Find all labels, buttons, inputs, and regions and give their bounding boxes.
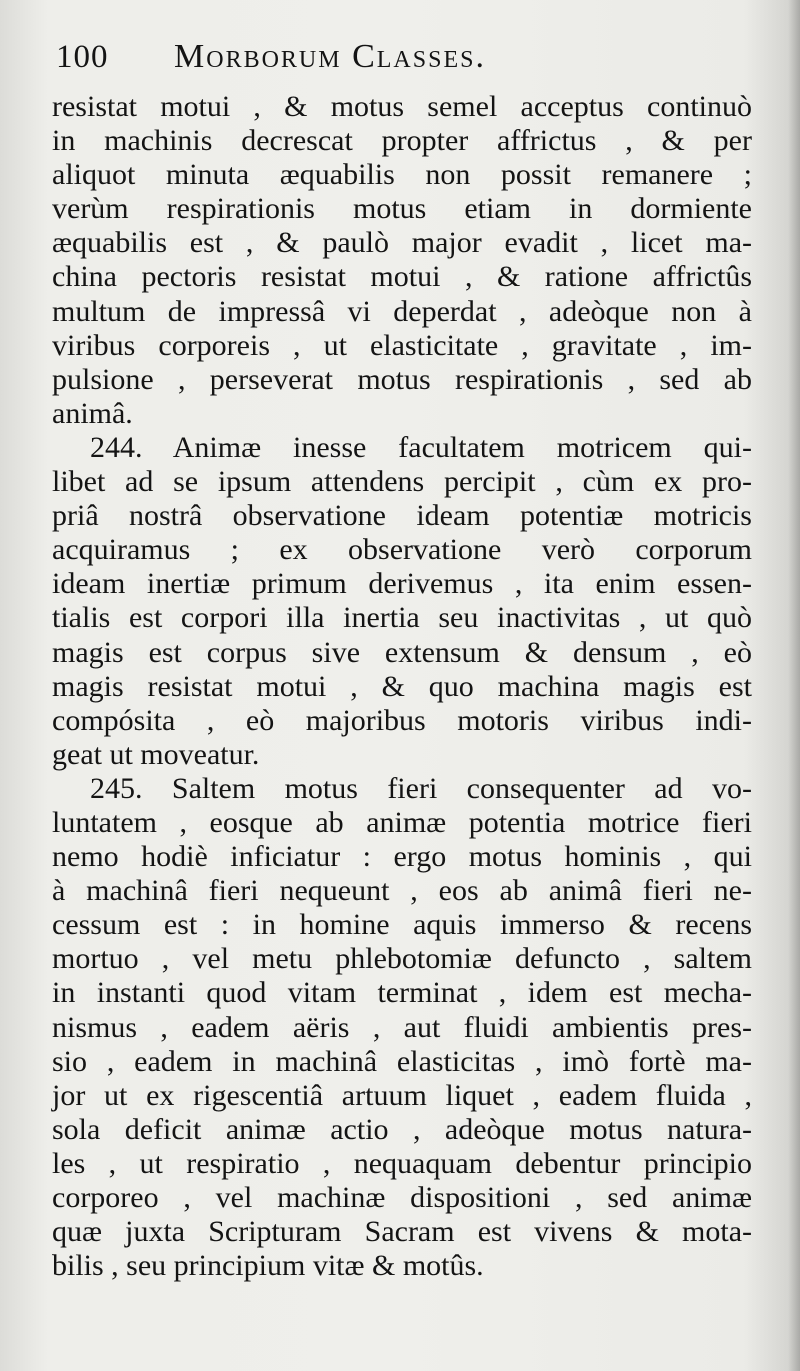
text-line: nismus , eadem aëris , aut fluidi ambientis pres-: [52, 1010, 752, 1044]
text-line: mortuo , vel metu phlebotomiæ defuncto , saltem: [52, 942, 752, 976]
text-line: æquabilis est , & paulò major evadit , licet ma-: [52, 226, 752, 260]
text-line: 245. Saltem motus fieri consequenter ad vo-: [90, 771, 752, 805]
text-line: corporeo , vel machinæ dispositioni , sed animæ: [52, 1181, 752, 1214]
text-line: 244. Animæ inesse facultatem motricem qui-: [90, 430, 752, 464]
text-line: verùm respirationis motus etiam in dormiente: [52, 192, 752, 226]
text-line: multum de impressâ vi deperdat , adeòque non à: [52, 294, 752, 328]
text-line: magis resistat motui , & quo machina magis est: [52, 669, 752, 703]
page-edge-shadow: [788, 0, 800, 1371]
text-line: les , ut respiratio , nequaquam debentur principio: [52, 1146, 752, 1180]
text-line: ideam inertiæ primum derivemus , ita enim essen-: [52, 567, 752, 601]
text-line: tialis est corpori illa inertia seu inactivitas , ut quò: [52, 601, 752, 635]
text-line: aliquot minuta æquabilis non possit remanere ;: [52, 158, 752, 192]
text-line: bilis , seu principium vitæ & motûs.: [52, 1249, 484, 1283]
text-line: priâ nostrâ observatione ideam potentiæ motricis: [52, 499, 752, 533]
text-line: libet ad se ipsum attendens percipit , cùm ex pro-: [52, 465, 752, 499]
text-line: luntatem , eosque ab animæ potentia motrice fieri: [52, 805, 752, 839]
text-line: cessum est : in homine aquis immerso & recens: [52, 908, 752, 942]
text-line: in machinis decrescat propter affrictus , & per: [52, 124, 752, 158]
text-block: [52, 38, 752, 1283]
text-line: nemo hodiè inficiatur : ergo motus hominis , qui: [52, 840, 752, 874]
page-number: 100: [56, 39, 109, 75]
text-line: acquiramus ; ex observatione verò corporum: [52, 533, 752, 567]
text-line: in instanti quod vitam terminat , idem est mecha-: [52, 976, 752, 1010]
text-line: resistat motui , & motus semel acceptus continuò: [52, 90, 752, 123]
running-title: Morborum Classes.: [174, 38, 486, 75]
text-line: magis est corpus sive extensum & densum , eò: [52, 635, 752, 669]
text-line: compósita , eò majoribus motoris viribus indi-: [52, 703, 752, 737]
text-line: pulsione , perseverat motus respirationis , sed ab: [52, 362, 752, 396]
text-line: sola deficit animæ actio , adeòque motus natura-: [52, 1112, 752, 1146]
text-line: sio , eadem in machinâ elasticitas , imò fortè ma-: [52, 1044, 752, 1078]
text-line: china pectoris resistat motui , & ratione affrictûs: [52, 260, 752, 294]
text-line: jor ut ex rigescentiâ artuum liquet , eadem fluida ,: [52, 1078, 752, 1112]
paragraph-244: [52, 431, 752, 772]
text-line: animâ.: [52, 396, 133, 430]
running-head: [52, 38, 752, 88]
text-line: quæ juxta Scripturam Sacram est vivens & mota-: [52, 1215, 752, 1249]
paragraph-245: [52, 772, 752, 1283]
text-line: viribus corporeis , ut elasticitate , gravitate , im-: [52, 328, 752, 362]
text-line: geat ut moveatur.: [52, 737, 260, 771]
paragraph-continuation: [52, 90, 752, 431]
text-line: à machinâ fieri nequeunt , eos ab animâ fieri ne-: [52, 874, 752, 908]
